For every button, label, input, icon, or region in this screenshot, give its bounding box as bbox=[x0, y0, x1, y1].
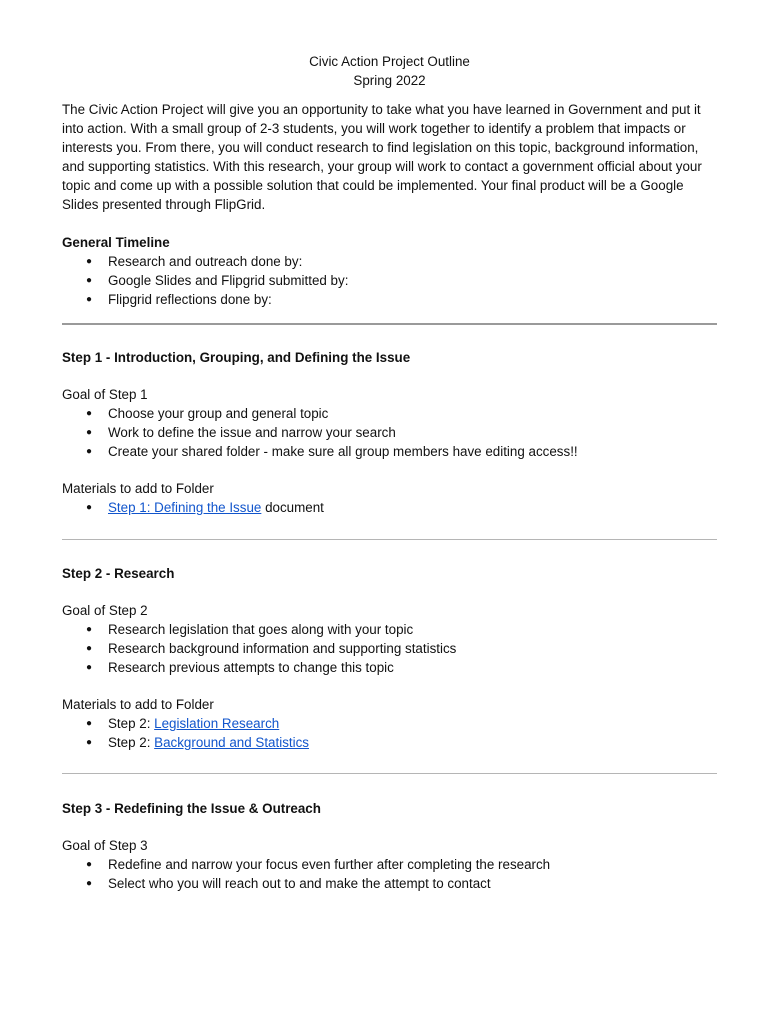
step1-defining-issue-link[interactable]: Step 1: Defining the Issue bbox=[108, 500, 262, 515]
material-prefix: Step 2: bbox=[108, 735, 155, 750]
step1-goal-heading: Goal of Step 1 bbox=[62, 387, 148, 402]
step2-heading: Step 2 - Research bbox=[62, 566, 175, 581]
list-item: ● Select who you will reach out to and make the attempt to contact bbox=[62, 874, 717, 893]
list-item: ● Work to define the issue and narrow your search bbox=[62, 423, 717, 442]
list-item: ● Research background information and supporting statistics bbox=[62, 639, 717, 658]
step1-materials-heading: Materials to add to Folder bbox=[62, 481, 214, 496]
list-item: ● Flipgrid reflections done by: bbox=[62, 290, 717, 309]
step3-goal-heading: Goal of Step 3 bbox=[62, 838, 148, 853]
step1-materials-list bbox=[62, 498, 717, 517]
list-item: ● Research previous attempts to change this topic bbox=[62, 658, 717, 677]
material-suffix: document bbox=[261, 500, 324, 515]
list-item: ● Research and outreach done by: bbox=[62, 252, 717, 271]
list-item bbox=[62, 498, 717, 517]
step2-materials-heading: Materials to add to Folder bbox=[62, 697, 214, 712]
document-page bbox=[62, 52, 717, 893]
list-item bbox=[62, 733, 717, 752]
step2-materials-list bbox=[62, 714, 717, 752]
intro-paragraph: The Civic Action Project will give you an opportunity to take what you have learned in Government and put it into action. With a small group of 2-3 students, you will work together to identify a problem that impacts or interests you. From there, you will conduct research to find legislation on this topic, background information, and supporting statistics. With this research, your group will work to contact a government official about your topic and come up with a possible solution that could be implemented. Your final product will be a Google Slides presented through FlipGrid. bbox=[62, 102, 702, 212]
step1-heading: Step 1 - Introduction, Grouping, and Defining the Issue bbox=[62, 350, 411, 365]
background-statistics-link[interactable]: Background and Statistics bbox=[154, 735, 309, 750]
document-title: Civic Action Project Outline bbox=[309, 54, 470, 69]
step2-goal-list bbox=[62, 620, 717, 677]
material-prefix: Step 2: bbox=[108, 716, 155, 731]
step2-goal-heading: Goal of Step 2 bbox=[62, 603, 148, 618]
list-item: ● Create your shared folder - make sure all group members have editing access!! bbox=[62, 442, 717, 461]
timeline-heading: General Timeline bbox=[62, 235, 170, 250]
list-item: ● Choose your group and general topic bbox=[62, 404, 717, 423]
document-subtitle: Spring 2022 bbox=[353, 73, 426, 88]
legislation-research-link[interactable]: Legislation Research bbox=[154, 716, 280, 731]
step3-heading: Step 3 - Redefining the Issue & Outreach bbox=[62, 801, 321, 816]
list-item bbox=[62, 714, 717, 733]
list-item: ● Research legislation that goes along with your topic bbox=[62, 620, 717, 639]
step1-goal-list bbox=[62, 404, 717, 461]
list-item: ● Google Slides and Flipgrid submitted by: bbox=[62, 271, 717, 290]
timeline-list bbox=[62, 252, 717, 309]
step3-goal-list bbox=[62, 855, 717, 893]
list-item: ● Redefine and narrow your focus even further after completing the research bbox=[62, 855, 717, 874]
